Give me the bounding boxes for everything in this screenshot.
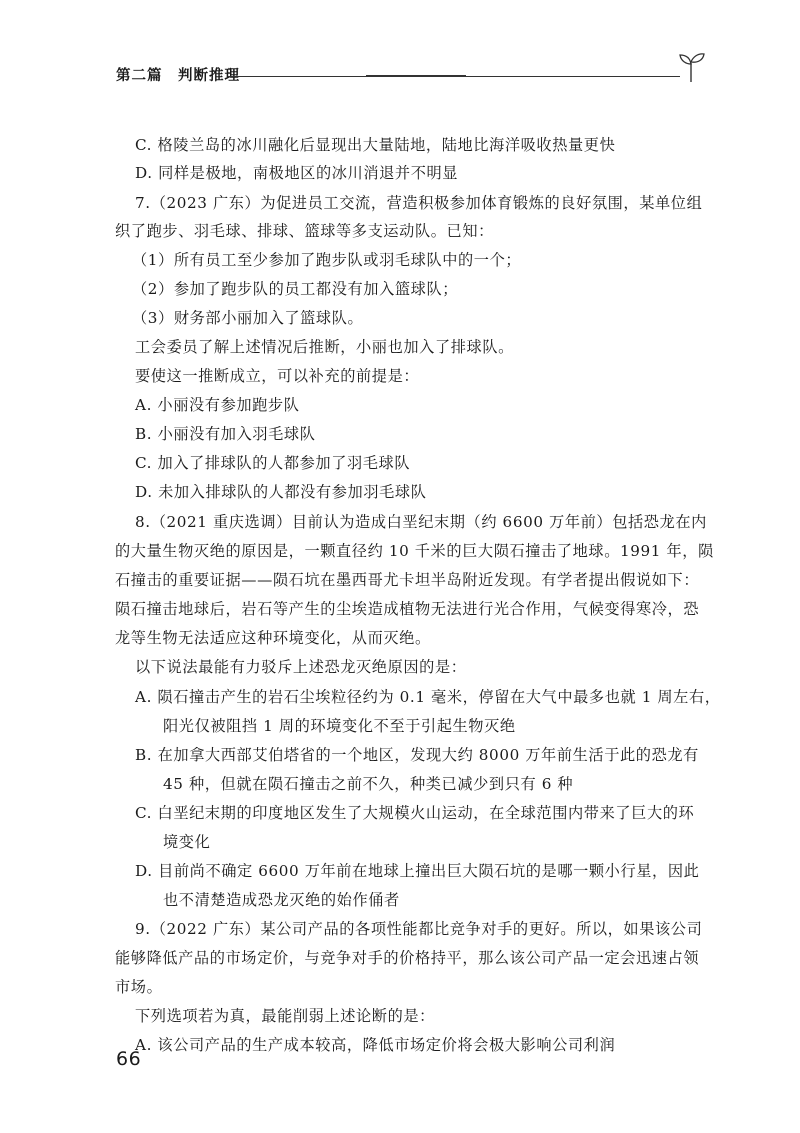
paragraph-line: 工会委员了解上述情况后推断，小丽也加入了排球队。 — [135, 338, 514, 356]
option-line: A. 小丽没有参加跑步队 — [135, 396, 300, 414]
page-number: 66 — [116, 1048, 142, 1070]
question-8-stem: 的大量生物灭绝的原因是，一颗直径约 10 千米的巨大陨石撞击了地球。1991 年，陨 — [115, 542, 714, 560]
option-continuation: 45 种，但就在陨石撞击之前不久，种类已减少到只有 6 种 — [163, 775, 574, 793]
section-title: 第二篇 判断推理 — [116, 68, 240, 84]
header-rule-accent — [366, 75, 466, 77]
option-line: B. 小丽没有加入羽毛球队 — [135, 425, 316, 443]
question-7-stem: 7.（2023 广东）为促进员工交流，营造积极参加体育锻炼的良好氛围，某单位组 — [135, 194, 703, 212]
question-prompt: 要使这一推断成立，可以补充的前提是： — [135, 367, 420, 385]
question-8-stem: 陨石撞击地球后，岩石等产生的尘埃造成植物无法进行光合作用，气候变得寒冷，恐 — [115, 600, 700, 618]
option-line: B. 在加拿大西部艾伯塔省的一个地区，发现大约 8000 万年前生活于此的恐龙有 — [135, 746, 699, 764]
option-line: D. 未加入排球队的人都没有参加羽毛球队 — [135, 483, 427, 501]
question-prompt: 以下说法最能有力驳斥上述恐龙灭绝原因的是： — [135, 658, 467, 676]
question-9-stem: 能够降低产品的市场定价，与竞争对手的价格持平，那么该公司产品一定会迅速占领 — [115, 949, 700, 967]
question-8-stem: 龙等生物无法适应这种环境变化，从而灭绝。 — [115, 629, 431, 647]
option-line: A. 该公司产品的生产成本较高，降低市场定价将会极大影响公司利润 — [135, 1036, 616, 1054]
option-line: D. 目前尚不确定 6600 万年前在地球上撞出巨大陨石坑的是哪一颗小行星，因此 — [135, 862, 700, 880]
sprout-icon — [676, 50, 706, 84]
option-continuation: 境变化 — [163, 833, 211, 851]
question-9-stem: 9.（2022 广东）某公司产品的各项性能都比竞争对手的更好。所以，如果该公司 — [135, 920, 703, 938]
question-8-stem: 石撞击的重要证据——陨石坑在墨西哥尤卡坦半岛附近发现。有学者提出假说如下： — [115, 571, 700, 589]
premise-line: （1）所有员工至少参加了跑步队或羽毛球队中的一个； — [132, 251, 522, 269]
option-line: C. 格陵兰岛的冰川融化后显现出大量陆地，陆地比海洋吸收热量更快 — [135, 136, 616, 154]
option-line: A. 陨石撞击产生的岩石尘埃粒径约为 0.1 毫米，停留在大气中最多也就 1 周左右， — [135, 688, 721, 706]
option-line: C. 加入了排球队的人都参加了羽毛球队 — [135, 454, 411, 472]
running-header — [116, 58, 700, 88]
premise-line: （2）参加了跑步队的员工都没有加入篮球队； — [132, 280, 459, 298]
question-8-stem: 8.（2021 重庆选调）目前认为造成白垩纪末期（约 6600 万年前）包括恐龙在内 — [135, 513, 707, 531]
question-7-stem: 织了跑步、羽毛球、排球、篮球等多支运动队。已知： — [115, 222, 494, 240]
premise-line: （3）财务部小丽加入了篮球队。 — [132, 309, 364, 327]
question-9-stem: 市场。 — [115, 978, 163, 996]
option-line: D. 同样是极地，南极地区的冰川消退并不明显 — [135, 164, 459, 182]
question-prompt: 下列选项若为真，最能削弱上述论断的是： — [135, 1007, 435, 1025]
option-line: C. 白垩纪末期的印度地区发生了大规模火山运动，在全球范围内带来了巨大的环 — [135, 804, 695, 822]
option-continuation: 阳光仅被阻挡 1 周的环境变化不至于引起生物灭绝 — [163, 717, 516, 735]
option-continuation: 也不清楚造成恐龙灭绝的始作俑者 — [163, 891, 400, 909]
